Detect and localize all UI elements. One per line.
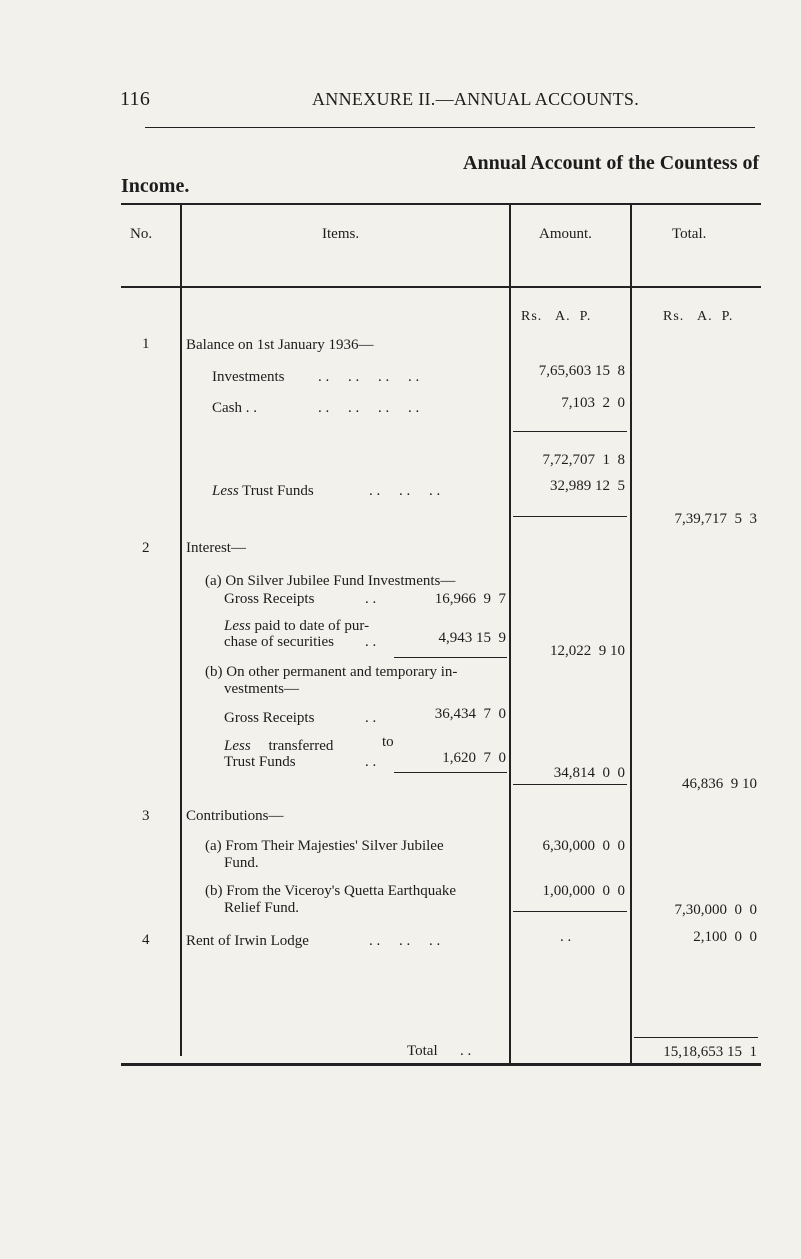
table-top-rule: [121, 203, 761, 205]
row-2-no: 2: [142, 540, 150, 556]
row-2-a-line1: (a) On Silver Jubilee Fund Investments—: [205, 573, 456, 589]
row-3-no: 3: [142, 808, 150, 824]
section-title: Income.: [121, 175, 190, 197]
row-1-cash-label: Cash . .: [212, 400, 257, 416]
col-divider-no: [180, 203, 182, 1056]
header-bottom-rule: [121, 286, 761, 288]
col-divider-amount: [630, 203, 632, 1063]
col-divider-items: [509, 203, 511, 1063]
row-3-b-line2: Relief Fund.: [224, 900, 299, 916]
row-2-a-gross-value: 16,966 9 7: [434, 591, 506, 607]
running-title: ANNEXURE II.—ANNUAL ACCOUNTS.: [312, 89, 640, 109]
row-2-a-less-line2: chase of securities: [224, 634, 334, 650]
currency-total: Rs. A. P.: [663, 309, 734, 324]
row-3-a-amount: 6,30,000 0 0: [542, 838, 625, 854]
row-1-less-amount: 32,989 12 5: [550, 478, 625, 494]
header-rule: [145, 127, 755, 128]
row-1-investments-dots: . . . . . . . .: [318, 369, 420, 385]
row-2-b-less-to: to: [382, 734, 394, 750]
row-1-cash-amount: 7,103 2 0: [561, 395, 625, 411]
row-1-cash-dots: . . . . . . . .: [318, 400, 420, 416]
row-2-b-amount: 34,814 0 0: [553, 765, 625, 781]
row-1-heading: Balance on 1st January 1936—: [186, 337, 374, 353]
row-2-amount-rule: [513, 784, 627, 785]
row-2-a-less-word: Less: [224, 618, 251, 634]
row-2-b-gross-value: 36,434 7 0: [434, 706, 506, 722]
row-2-a-less-line1: [224, 618, 369, 635]
grand-total: 15,18,653 15 1: [663, 1044, 757, 1060]
row-3-a-line2: Fund.: [224, 855, 259, 871]
row-2-a-gross-label: Gross Receipts: [224, 591, 315, 607]
row-1-less-rule: [513, 516, 627, 517]
row-2-b-less-line2: Trust Funds: [224, 754, 296, 770]
row-2-a-less-dots: . .: [365, 634, 377, 650]
row-2-b-line2: vestments—: [224, 681, 299, 697]
row-4-dots: . . . . . .: [369, 933, 441, 949]
row-2-b-line1: (b) On other permanent and temporary in-: [205, 664, 458, 680]
row-2-a-amount: 12,022 9 10: [550, 643, 625, 659]
col-header-amount: Amount.: [539, 226, 592, 242]
row-2-b-less-dots: . .: [365, 754, 377, 770]
col-header-no: No.: [130, 226, 153, 242]
row-2-heading: Interest—: [186, 540, 246, 556]
row-3-b-amount: 1,00,000 0 0: [542, 883, 625, 899]
row-4-total: 2,100 0 0: [693, 929, 757, 945]
row-2-a-less-value: 4,943 15 9: [438, 630, 506, 646]
row-4-label: Rent of Irwin Lodge: [186, 933, 309, 949]
row-1-subtotal: 7,72,707 1 8: [542, 452, 625, 468]
row-2-b-less-rest: transferred: [268, 738, 334, 754]
row-2-b-rule: [394, 772, 507, 773]
row-1-less-rest: Trust Funds: [242, 483, 314, 499]
row-2-a-rule: [394, 657, 507, 658]
row-1-total: 7,39,717 5 3: [674, 511, 757, 527]
row-1-less-line: [212, 483, 314, 500]
row-2-a-less-rest: paid to date of pur-: [254, 618, 370, 634]
row-4-amount: . .: [560, 929, 572, 945]
row-1-investments-amount: 7,65,603 15 8: [538, 363, 625, 379]
row-2-b-less-line1: [224, 738, 333, 755]
row-1-less-dots: . . . . . .: [369, 483, 441, 499]
row-2-b-less-word: Less: [224, 738, 251, 754]
page-number: 116: [120, 88, 151, 110]
row-3-b-line1: (b) From the Viceroy's Quetta Earthquake: [205, 883, 457, 899]
total-dots: . .: [460, 1043, 472, 1059]
currency-amount: Rs. A. P.: [521, 309, 592, 324]
row-1-subtotal-rule: [513, 431, 627, 432]
row-3-a-line1: (a) From Their Majesties' Silver Jubilee: [205, 838, 444, 854]
grand-total-rule: [634, 1037, 758, 1038]
table-bottom-rule: [121, 1063, 761, 1066]
row-2-total: 46,836 9 10: [682, 776, 757, 792]
row-2-b-gross-dots: . .: [365, 710, 377, 726]
col-header-total: Total.: [672, 226, 707, 242]
row-3-amount-rule: [513, 911, 627, 912]
row-2-b-less-value: 1,620 7 0: [442, 750, 506, 766]
row-2-a-gross-dots: . .: [365, 591, 377, 607]
row-1-investments-label: Investments: [212, 369, 285, 385]
row-1-less-word: Less: [212, 483, 239, 499]
row-2-b-gross-label: Gross Receipts: [224, 710, 315, 726]
account-title: Annual Account of the Countess of: [463, 152, 760, 174]
row-4-no: 4: [142, 932, 150, 948]
col-header-items: Items.: [322, 226, 360, 242]
row-1-no: 1: [142, 336, 150, 352]
total-label: Total: [407, 1043, 438, 1059]
row-3-heading: Contributions—: [186, 808, 284, 824]
row-3-total: 7,30,000 0 0: [674, 902, 757, 918]
